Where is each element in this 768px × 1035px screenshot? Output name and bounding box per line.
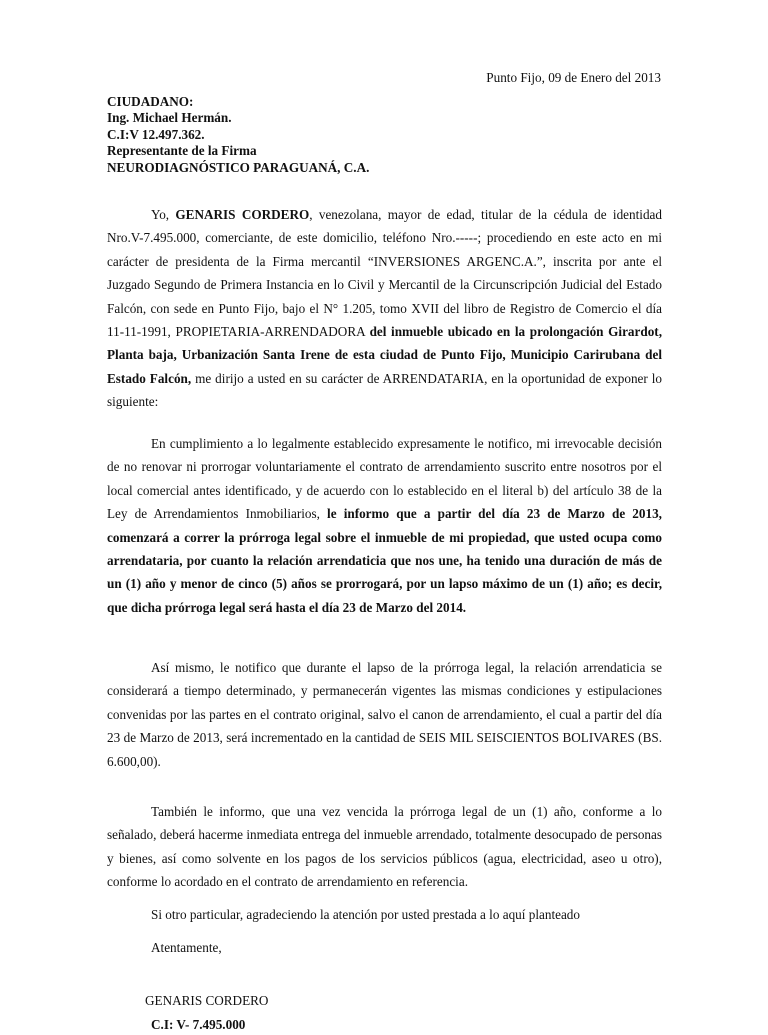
p2-text-1: En cumplimiento a lo legalmente establecido expresamente le notifico, mi irrevocable decisión de no renovar ni prorrogar voluntariamente el contrato de arrendamiento suscrito entre nosotros por el local comercial antes identificado, y de acuerdo con lo establecido en el literal b) del artículo 38 de la Ley de Arrendamientos Inmobiliarios, [107,436,662,522]
p4-text: También le informo, que una vez vencida la prórroga legal de un (1) año, conforme a lo señalado, deberá hacerme inmediata entrega del inmueble arrendado, totalmente desocupado de personas y bienes, así como solvente en los pagos de los servicios públicos (agua, electricidad, aseo u otro), conforme lo acordado en el contrato de arrendamiento en referencia. [107,804,662,890]
addressee-name: Ing. Michael Hermán. [107,110,232,126]
p1-text-3: me dirijo a usted en su carácter de ARRENDATARIA, en la oportunidad de exponer lo siguiente: [107,370,663,410]
p2-extension-terms: le informo que a partir del día 23 de Marzo de 2013, comenzará a correr la prórroga legal sobre el inmueble de mi propiedad, que usted ocupa como arrendataria, por cuanto la relación arrendaticia que nos une, ha tenido una duración de más de un (1) año y menor de cinco (5) años se prorrogará, por un lapso máximo de un (1) año; es decir, que dicha prórroga legal será hasta el día 23 de Marzo del 2014. [107,506,662,615]
addressee-salutation: CIUDADANO: [107,94,194,109]
paragraph-conditions [107,656,662,773]
paragraph-introduction [107,203,662,414]
date-line: Punto Fijo, 09 de Enero del 2013 [486,70,661,85]
regards-line: Atentamente, [151,940,222,955]
addressee-role: Representante de la Firma [107,143,257,159]
p1-property-location: del inmueble ubicado en la prolongación Girardot, Planta baja, Urbanización Santa Irene de esta ciudad de Punto Fijo, Municipio Carirubana del Estado Falcón, [107,324,662,386]
p1-author-name: GENARIS CORDERO [175,207,310,222]
p1-text-2: , venezolana, mayor de edad, titular de la cédula de identidad Nro.V-7.495.000, comerciante, de este domicilio, teléfono Nro.-----; procediendo en este acto en mi carácter de presidenta de la Firma mercantil “INVERSIONES ARGENC.A.”, inscrita por ante el Juzgado Segundo de Primera Instancia en lo Civil y Mercantil de la Circunscripción Judicial del Estado Falcón, con sede en Punto Fijo, bajo el N° 1.205, tomo XVII del libro de Registro de Comercio el día 11-11-1991, PROPIETARIA-ARRENDADORA [107,207,663,340]
signature-id: C.I: V- 7.495.000 [151,1017,246,1032]
signature-name: GENARIS CORDERO [145,993,269,1008]
closing-line: Si otro particular, agradeciendo la atención por usted prestada a lo aquí planteado [151,907,580,922]
addressee-id: C.I:V 12.497.362. [107,126,205,142]
addressee-block [107,94,667,176]
paragraph-delivery [107,800,662,894]
addressee-company: NEURODIAGNÓSTICO PARAGUANÁ, C.A. [107,159,370,175]
paragraph-notification [107,432,662,619]
p3-text: Así mismo, le notifico que durante el lapso de la prórroga legal, la relación arrendaticia se considerará a tiempo determinado, y permanecerán vigentes las mismas condiciones y estipulaciones convenidas por las partes en el contrato original, salvo el canon de arrendamiento, el cual a partir del día 23 de Marzo de 2013, será incrementado en la cantidad de SEIS MIL SEISCIENTOS BOLIVARES (BS. 6.600,00). [107,660,662,769]
p1-text-1: Yo, [151,207,176,222]
